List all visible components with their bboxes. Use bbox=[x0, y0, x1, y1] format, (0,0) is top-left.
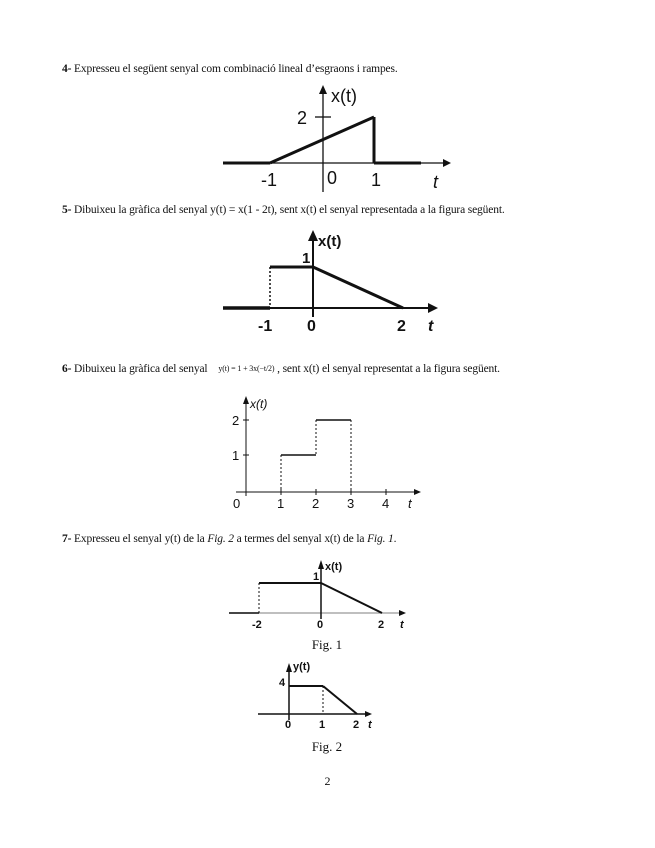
problem-7-statement bbox=[62, 532, 396, 546]
tick-label-1: 1 bbox=[277, 496, 285, 511]
tick-label-0: 0 bbox=[233, 496, 241, 511]
t-axis-arrow bbox=[399, 610, 406, 616]
y-tick-label: 1 bbox=[313, 571, 320, 583]
figure-1-caption: Fig. 1 bbox=[311, 637, 343, 652]
problem-7-text-part3: . bbox=[393, 533, 397, 545]
signal-ramp-down bbox=[323, 686, 357, 714]
y-tick-label: 2 bbox=[297, 108, 308, 128]
tick-label-0: 0 bbox=[317, 619, 324, 631]
tick-label-2: 2 bbox=[397, 318, 406, 335]
t-axis-label: t bbox=[428, 318, 434, 335]
tick-label-0: 0 bbox=[307, 318, 316, 335]
tick-label-neg1: -1 bbox=[258, 318, 273, 335]
tick-label-1: 1 bbox=[319, 719, 326, 731]
x-axis-arrow bbox=[319, 85, 327, 94]
figure-problem-7-fig1 bbox=[225, 553, 415, 633]
problem-6-equation: y(t) = 1 + 3x(−t/2) bbox=[218, 364, 275, 374]
y-tick-label-1: 1 bbox=[232, 448, 240, 463]
x-axis-arrow bbox=[318, 560, 324, 569]
y-tick-label-2: 2 bbox=[232, 413, 240, 428]
tick-label-4: 4 bbox=[382, 496, 390, 511]
problem-7-fig2-ref: Fig. 2 bbox=[207, 533, 234, 545]
y-axis-label: x(t) bbox=[325, 561, 343, 573]
figure-2-caption: Fig. 2 bbox=[311, 739, 343, 754]
problem-6-text-after: , sent x(t) el senyal representat a la figura següent. bbox=[277, 363, 500, 375]
figure-problem-7-fig2 bbox=[255, 656, 385, 734]
problem-4-number: 4- bbox=[62, 63, 72, 75]
x-axis-arrow bbox=[243, 396, 249, 404]
signal-ramp-down bbox=[321, 583, 382, 613]
y-axis-label: x(t) bbox=[318, 233, 342, 250]
signal-ramp-down bbox=[313, 267, 403, 308]
tick-label-0: 0 bbox=[285, 719, 292, 731]
problem-4-statement bbox=[62, 62, 398, 76]
t-axis-label: t bbox=[368, 719, 372, 731]
problem-7-text-part1: Expresseu el senyal y(t) de la bbox=[74, 533, 208, 545]
tick-label-0: 0 bbox=[327, 168, 338, 188]
tick-label-2: 2 bbox=[353, 719, 360, 731]
t-axis-label: t bbox=[433, 172, 439, 192]
problem-7-number: 7- bbox=[62, 533, 72, 545]
page-number: 2 bbox=[324, 774, 331, 788]
t-axis-label: t bbox=[400, 619, 404, 631]
tick-label-1: 1 bbox=[371, 170, 382, 190]
figure-problem-5 bbox=[218, 225, 448, 337]
tick-label-neg2: -2 bbox=[252, 619, 262, 631]
tick-label-2: 2 bbox=[378, 619, 385, 631]
y-axis-arrow bbox=[286, 663, 292, 672]
problem-6-statement bbox=[62, 362, 500, 376]
problem-5-text: Dibuixeu la gràfica del senyal y(t) = x(1 - 2t), sent x(t) el senyal representada a la figura següent. bbox=[74, 204, 505, 216]
problem-7-fig1-ref: Fig. 1 bbox=[367, 533, 394, 545]
problem-6-text-before: Dibuixeu la gràfica del senyal bbox=[74, 363, 208, 375]
tick-label-2: 2 bbox=[312, 496, 320, 511]
signal-ramp bbox=[270, 117, 374, 163]
t-axis-arrow bbox=[365, 711, 372, 717]
y-tick-label: 4 bbox=[279, 677, 286, 689]
tick-label-3: 3 bbox=[347, 496, 355, 511]
problem-5-number: 5- bbox=[62, 204, 72, 216]
y-axis-label: x(t) bbox=[331, 86, 357, 106]
y-axis-label: x(t) bbox=[250, 397, 268, 411]
figure-problem-4 bbox=[215, 80, 455, 195]
x-axis-arrow bbox=[308, 230, 318, 241]
y-axis-label: y(t) bbox=[293, 661, 311, 673]
t-axis-arrow bbox=[428, 303, 438, 313]
figure-problem-6 bbox=[228, 392, 428, 512]
problem-7-text-part2: a termes del senyal x(t) de la bbox=[233, 533, 368, 545]
problem-5-statement bbox=[62, 203, 505, 217]
y-tick-label: 1 bbox=[302, 250, 311, 267]
problem-4-text: Expresseu el següent senyal com combinació lineal d’esgraons i rampes. bbox=[74, 63, 398, 75]
t-axis-label: t bbox=[408, 496, 412, 511]
tick-label-neg1: -1 bbox=[261, 170, 278, 190]
t-axis-arrow bbox=[443, 159, 451, 167]
t-axis-arrow bbox=[414, 489, 421, 495]
problem-6-number: 6- bbox=[62, 363, 72, 375]
